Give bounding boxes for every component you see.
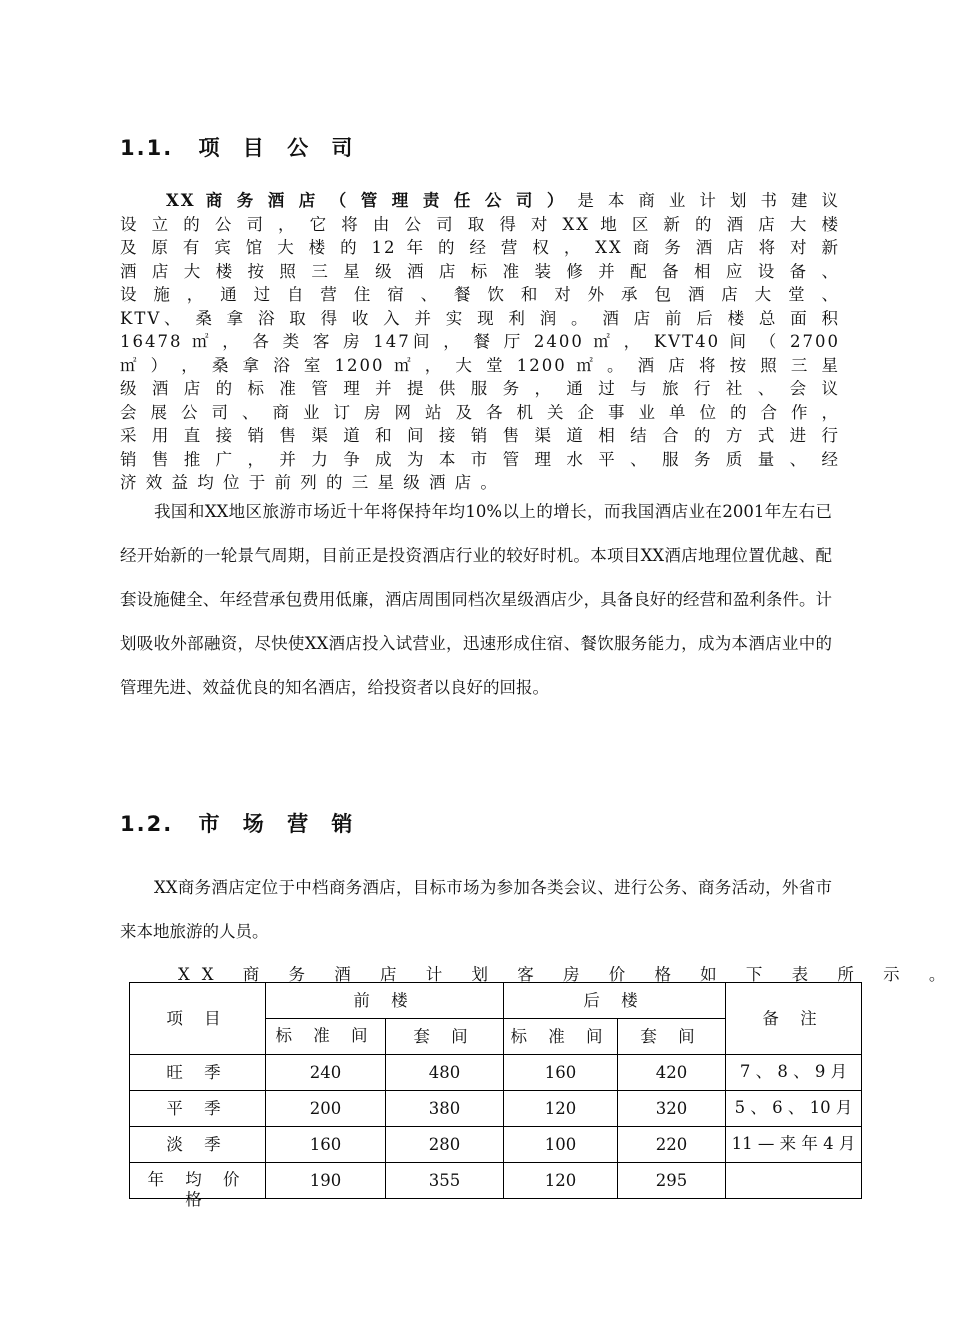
intro-line: 级 酒 店 的 标 准 管 理 并 提 供 服 务 ， 通 过 与 旅 行 社 、 会 议 <box>120 379 840 398</box>
section-title: 项 目 公 司 <box>198 136 361 160</box>
price-cell: 200 <box>266 1091 386 1127</box>
price-cell: 480 <box>386 1055 504 1091</box>
intro-line: 及 原 有 宾 馆 大 楼 的 12 年 的 经 营 权 ， XX 商 务 酒 店 将 对 新 <box>120 238 840 257</box>
price-cell: 240 <box>266 1055 386 1091</box>
section-heading-company <box>120 132 360 162</box>
intro-line: 济 效 益 均 位 于 前 列 的 三 星 级 酒 店 。 <box>120 473 499 492</box>
header-standard-room: 标 准 间 <box>266 1019 386 1055</box>
market-outlook-paragraph: 我国和XX地区旅游市场近十年将保持年均10%以上的增长，而我国酒店业在2001年左右已经开始新的一轮景气周期，目前正是投资酒店行业的较好时机。本项目XX酒店地理位置优越、配套设施健全、年经营承包费用低廉，酒店周围同档次星级酒店少，具备良好的经营和盈利条件。计划吸收外部融资，尽快使XX酒店投入试营业，迅速形成住宿、餐饮服务能力，成为本酒店业中的管理先进、效益优良的知名酒店，给投资者以良好的回报。 <box>120 502 832 697</box>
price-cell: 420 <box>618 1055 726 1091</box>
price-cell: 190 <box>266 1163 386 1199</box>
intro-line: 酒 店 大 楼 按 照 三 星 级 酒 店 标 准 装 修 并 配 备 相 应 设 备 、 <box>120 261 840 281</box>
table-caption: XX 商 务 酒 店 计 划 客 房 价 格 如 下 表 所 示 。 <box>178 965 957 984</box>
note-cell: 7 、 8 、 9 月 <box>726 1055 862 1091</box>
price-cell: 380 <box>386 1091 504 1127</box>
header-standard-room: 标 准 间 <box>504 1019 618 1055</box>
price-cell: 280 <box>386 1127 504 1163</box>
price-cell: 160 <box>504 1055 618 1091</box>
section-number: 1.2. <box>120 812 174 836</box>
header-back-building: 后 楼 <box>504 983 726 1019</box>
table-row <box>130 1163 862 1199</box>
intro-line: 16478 ㎡ ， 各 类 客 房 147间 ， 餐 厅 2400 ㎡ ， KVT40 间 （ 2700 <box>120 332 840 351</box>
room-price-table <box>129 982 862 1209</box>
price-cell: 120 <box>504 1163 618 1199</box>
section-number: 1.1. <box>120 136 174 160</box>
season-cell: 平 季 <box>130 1091 266 1127</box>
price-cell: 100 <box>504 1127 618 1163</box>
price-cell: 220 <box>618 1127 726 1163</box>
season-cell: 淡 季 <box>130 1127 266 1163</box>
season-cell: 年 均 价 格 <box>130 1163 266 1199</box>
table-row <box>130 1091 862 1127</box>
price-cell: 120 <box>504 1091 618 1127</box>
table-row <box>130 1055 862 1091</box>
header-note: 备 注 <box>726 983 862 1055</box>
price-cell: 355 <box>386 1163 504 1199</box>
intro-line: 销 售 推 广 ， 并 力 争 成 为 本 市 管 理 水 平 、 服 务 质 量 、 经 <box>120 449 840 469</box>
intro-line: 设 施 ， 通 过 自 营 住 宿 、 餐 饮 和 对 外 承 包 酒 店 大 堂 、 <box>120 285 840 304</box>
intro-line: KTV、 桑 拿 浴 取 得 收 入 并 实 现 利 润 。 酒 店 前 后 楼 总 面 积 <box>120 308 840 328</box>
company-intro-paragraph <box>120 189 840 495</box>
section-heading-marketing <box>120 808 360 838</box>
section-title: 市 场 营 销 <box>198 812 361 836</box>
header-item: 项 目 <box>130 983 266 1055</box>
intro-line: 会 展 公 司 、 商 业 订 房 网 站 及 各 机 关 企 事 业 单 位 的 合 作 ， <box>120 402 840 422</box>
season-cell: 旺 季 <box>130 1055 266 1091</box>
company-name-bold: XX 商 务 酒 店 （ 管 理 责 任 公 司 ） <box>166 191 568 210</box>
intro-line: XX 商 务 酒 店 （ 管 理 责 任 公 司 ） 是 本 商 业 计 划 书 建 议 <box>166 191 840 210</box>
intro-line: ㎡ ） ， 桑 拿 浴 室 1200 ㎡ ， 大 堂 1200 ㎡ 。 酒 店 将 按 照 三 星 <box>120 355 841 375</box>
price-cell: 320 <box>618 1091 726 1127</box>
intro-line: 采 用 直 接 销 售 渠 道 和 间 接 销 售 渠 道 相 结 合 的 方 式 进 行 <box>120 426 840 445</box>
header-front-building: 前 楼 <box>266 983 504 1019</box>
intro-line: 设 立 的 公 司 ， 它 将 由 公 司 取 得 对 XX 地 区 新 的 酒 店 大 楼 <box>120 214 840 234</box>
note-cell <box>726 1163 862 1199</box>
positioning-paragraph: XX商务酒店定位于中档商务酒店，目标市场为参加各类会议、进行公务、商务活动，外省市来本地旅游的人员。 <box>120 878 832 941</box>
note-cell: 11 — 来 年 4 月 <box>726 1127 862 1163</box>
header-suite: 套 间 <box>386 1019 504 1055</box>
price-cell: 295 <box>618 1163 726 1199</box>
table-row <box>130 1127 862 1163</box>
header-suite: 套 间 <box>618 1019 726 1055</box>
note-cell: 5 、 6 、 10 月 <box>726 1091 862 1127</box>
price-cell: 160 <box>266 1127 386 1163</box>
